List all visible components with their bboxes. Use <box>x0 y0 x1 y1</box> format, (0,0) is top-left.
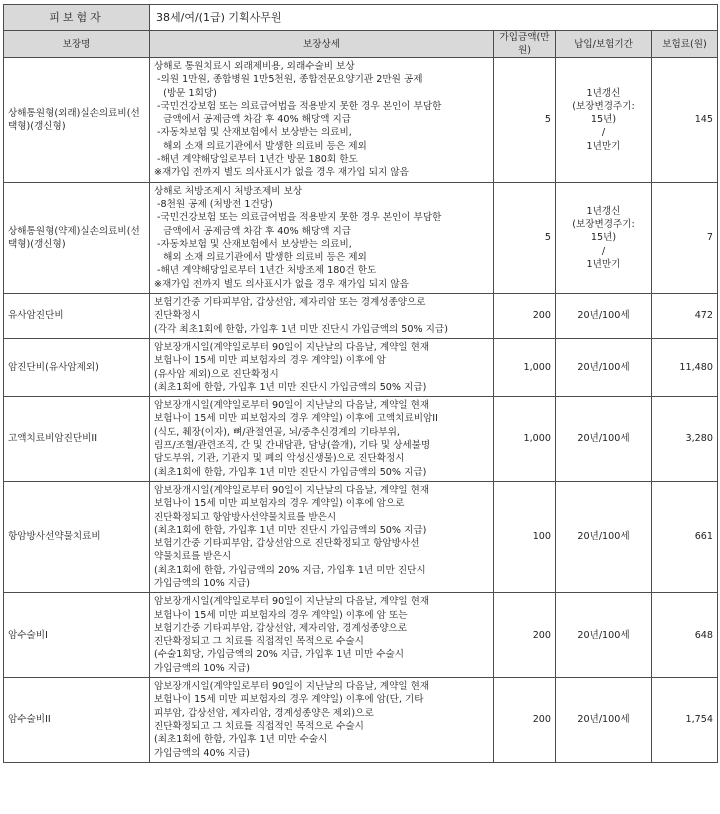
coverage-detail: 암보장개시일(계약일로부터 90일이 지난날의 다음날, 계약일 현재 보험나이 15세 미만 피보험자의 경우 계약일) 이후에 암(단, 기타 피부암, 갑상선암, 제자리암, 경계성종양은 제외)으로 진단확정되고 그 치료를 직접적인 목적으로 수술시 (최초1회에 한함, 가입후 1년 미만 수술시 가입금액의 40% 지급) <box>150 678 494 763</box>
coverage-table <box>3 4 718 763</box>
table-row <box>4 397 718 482</box>
coverage-period: 1년갱신 (보장변경주기: 15년) / 1년만기 <box>556 182 652 293</box>
table-row <box>4 182 718 293</box>
table-row <box>4 678 718 763</box>
coverage-name: 암수술비II <box>4 678 150 763</box>
document-page <box>0 4 720 814</box>
table-row <box>4 338 718 396</box>
coverage-period: 20년/100세 <box>556 294 652 339</box>
header-coverage: 보장명 <box>4 31 150 58</box>
table-row <box>4 593 718 678</box>
table-row <box>4 294 718 339</box>
header-premium: 보험료(원) <box>652 31 718 58</box>
coverage-premium: 11,480 <box>652 338 718 396</box>
coverage-period: 20년/100세 <box>556 481 652 592</box>
coverage-detail: 상해로 처방조제시 처방조제비 보상 -8천원 공제 (처방전 1건당) -국민건강보험 또는 의료급여법을 적용받지 못한 경우 본인이 부담한 금액에서 공제금액 차감 후 40% 해당액 지급 -자동차보험 및 산재보험에서 보상받는 의료비, 해외 소재 의료기관에서 발생한 의료비 등은 제외 -해년 계약해당일로부터 1년간 처방조제 180건 한도 ※재가입 전까지 별도 의사표시가 없을 경우 재가입 되지 않음 <box>150 182 494 293</box>
coverage-amount: 5 <box>494 182 556 293</box>
coverage-amount: 200 <box>494 678 556 763</box>
table-row <box>4 481 718 592</box>
coverage-amount: 200 <box>494 593 556 678</box>
coverage-detail: 상해로 통원치료시 외래제비용, 외래수술비 보상 -의원 1만원, 종합병원 1만5천원, 종합전문요양기관 2만원 공제 (방문 1회당) -국민건강보험 또는 의료급여법을 적용받지 못한 경우 본인이 부담한 금액에서 공제금액 차감 후 40% 해당액 지급 -자동차보험 및 산재보험에서 보상받는 의료비, 해외 소재 의료기관에서 발생한 의료비 등은 제외 -해년 계약해당일로부터 1년간 방문 180회 한도 ※재가입 전까지 별도 의사표시가 없을 경우 재가입 되지 않음 <box>150 58 494 183</box>
coverage-detail: 암보장개시일(계약일로부터 90일이 지난날의 다음날, 계약일 현재 보험나이 15세 미만 피보험자의 경우 계약일) 이후에 고액치료비암II (식도, 췌장(이자), 뼈/관절연골, 뇌/중추신경계의 기타부위, 림프/조혈/관련조직, 간 및 간내담관, 담낭(쓸개), 기타 및 상세불명 담도부위, 기관, 기관지 및 폐의 악성신생물)으로 진단확정시 (최초1회에 한함, 가입후 1년 미만 진단시 가입금액의 50% 지급) <box>150 397 494 482</box>
insured-value: 38세/여/(1급) 기획사무원 <box>150 5 718 31</box>
coverage-premium: 1,754 <box>652 678 718 763</box>
coverage-premium: 661 <box>652 481 718 592</box>
coverage-detail: 암보장개시일(계약일로부터 90일이 지난날의 다음날, 계약일 현재 보험나이 15세 미만 피보험자의 경우 계약일) 이후에 암으로 진단확정되고 항암방사선약물치료를 받은시 (최초1회에 한함, 가입후 1년 미만 진단시 가입금액의 50% 지급) 보험기간중 기타피부암, 갑상선암으로 진단확정되고 항암방사선 약물치료를 받은시 (최초1회에 한함, 가입금액의 20% 지급, 가입후 1년 미만 진단시 가입금액의 10% 지급) <box>150 481 494 592</box>
coverage-name: 유사암진단비 <box>4 294 150 339</box>
coverage-name: 상해통원형(외래)실손의료비(선택형)(갱신형) <box>4 58 150 183</box>
header-period: 납입/보험기간 <box>556 31 652 58</box>
coverage-name: 고액치료비암진단비II <box>4 397 150 482</box>
coverage-amount: 1,000 <box>494 397 556 482</box>
coverage-name: 암수술비I <box>4 593 150 678</box>
coverage-amount: 5 <box>494 58 556 183</box>
coverage-period: 1년갱신 (보장변경주기: 15년) / 1년만기 <box>556 58 652 183</box>
table-row <box>4 58 718 183</box>
header-detail: 보장상세 <box>150 31 494 58</box>
coverage-period: 20년/100세 <box>556 593 652 678</box>
table-header <box>4 31 718 58</box>
coverage-detail: 암보장개시일(계약일로부터 90일이 지난날의 다음날, 계약일 현재 보험나이 15세 미만 피보험자의 경우 계약일) 이후에 암 또는 보험기간중 기타피부암, 갑상선암, 제자리암, 경계성종양으로 진단확정되고 그 치료를 직접적인 목적으로 수술시 (수술1회당, 가입금액의 20% 지급, 가입후 1년 미만 수술시 가입금액의 10% 지급) <box>150 593 494 678</box>
coverage-amount: 200 <box>494 294 556 339</box>
coverage-detail: 보험기간중 기타피부암, 갑상선암, 제자리암 또는 경계성종양으로 진단확정시 (각각 최초1회에 한함, 가입후 1년 미만 진단시 가입금액의 50% 지급) <box>150 294 494 339</box>
coverage-period: 20년/100세 <box>556 338 652 396</box>
coverage-name: 암진단비(유사암제외) <box>4 338 150 396</box>
header-amount: 가입금액(만원) <box>494 31 556 58</box>
coverage-amount: 1,000 <box>494 338 556 396</box>
coverage-amount: 100 <box>494 481 556 592</box>
insured-label: 피보험자 <box>4 5 150 31</box>
coverage-period: 20년/100세 <box>556 678 652 763</box>
coverage-detail: 암보장개시일(계약일로부터 90일이 지난날의 다음날, 계약일 현재 보험나이 15세 미만 피보험자의 경우 계약일) 이후에 암 (유사암 제외)으로 진단확정시 (최초1회에 한함, 가입후 1년 미만 진단시 가입금액의 50% 지급) <box>150 338 494 396</box>
coverage-premium: 648 <box>652 593 718 678</box>
coverage-period: 20년/100세 <box>556 397 652 482</box>
coverage-premium: 145 <box>652 58 718 183</box>
coverage-name: 항암방사선약물치료비 <box>4 481 150 592</box>
coverage-premium: 3,280 <box>652 397 718 482</box>
coverage-premium: 7 <box>652 182 718 293</box>
coverage-premium: 472 <box>652 294 718 339</box>
coverage-name: 상해통원형(약제)실손의료비(선택형)(갱신형) <box>4 182 150 293</box>
insured-row <box>4 5 718 31</box>
